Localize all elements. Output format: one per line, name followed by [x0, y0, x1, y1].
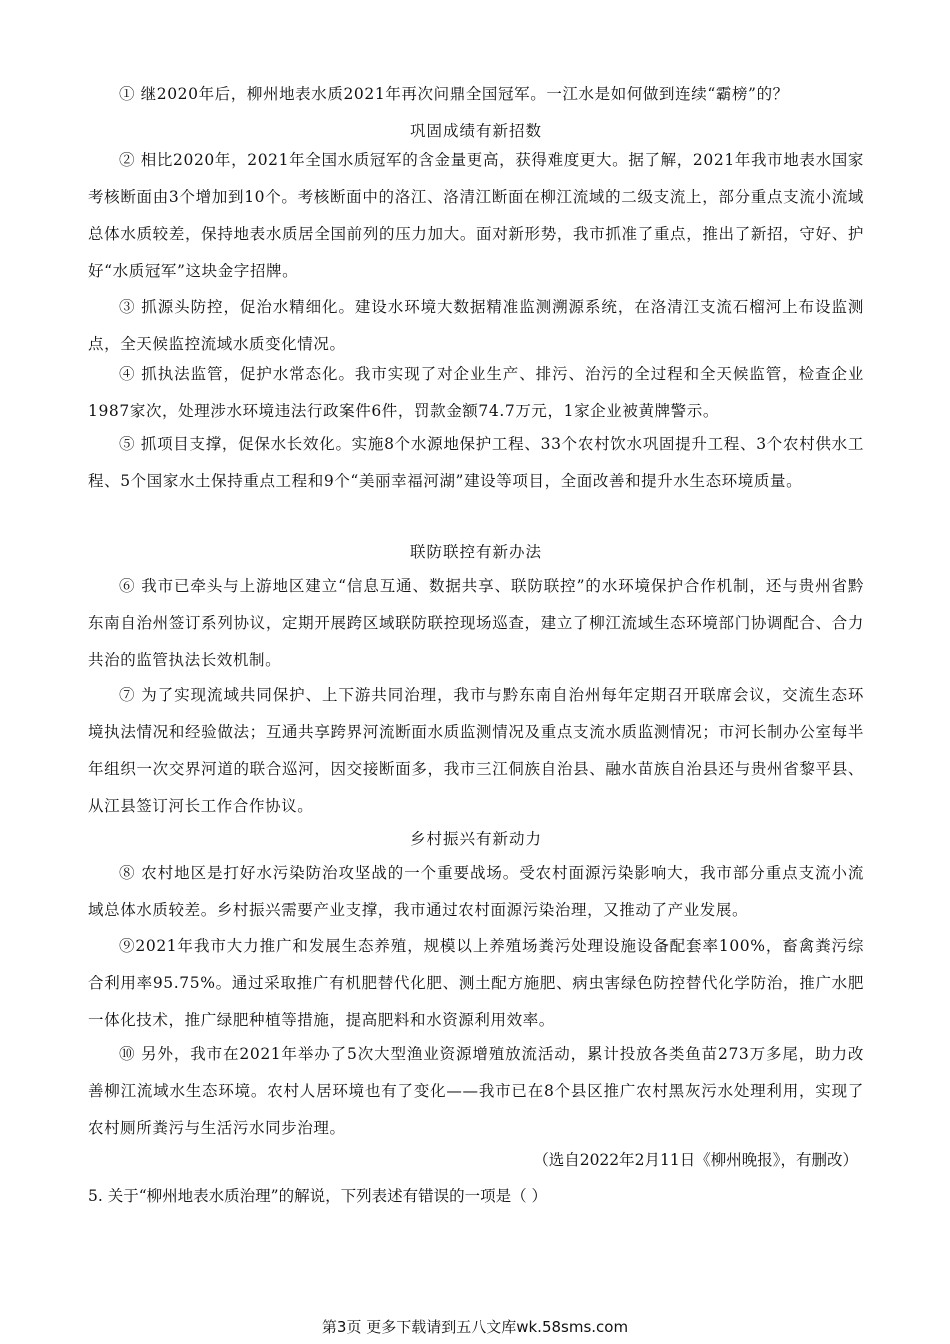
paragraph-2: ② 相比2020年，2021年全国水质冠军的含金量更高，获得难度更大。据了解，2021年我市地表水国家考核断面由3个增加到10个。考核断面中的洛江、洛清江断面在柳江流域的二级支流上，部分重点支流小流域总体水质较差，保持地表水质居全国前列的压力加大。面对新形势，我市抓准了重点，推出了新招，守好、护好“水质冠军”这块金字招牌。 — [88, 151, 864, 280]
section-heading-3: 乡村振兴有新动力 — [409, 830, 542, 848]
paragraph-6: ⑥ 我市已牵头与上游地区建立“信息互通、数据共享、联防联控”的水环境保护合作机制，还与贵州省黔东南自治州签订系列协议，定期开展跨区域联防联控现场巡查，建立了柳江流域生态环境部门协调配合、合力共治的监管执法长效机制。 — [88, 577, 864, 669]
paragraph-10: ⑩ 另外，我市在2021年举办了5次大型渔业资源增殖放流活动，累计投放各类鱼苗273万多尾，助力改善柳江流域水生态环境。农村人居环境也有了变化——我市已在8个县区推广农村黑灰污水处理利用，实现了农村厕所粪污与生活污水同步治理。 — [88, 1045, 864, 1137]
paragraph-7: ⑦ 为了实现流域共同保护、上下游共同治理，我市与黔东南自治州每年定期召开联席会议，交流生态环境执法情况和经验做法；互通共享跨界河流断面水质监测情况及重点支流水质监测情况；市河长制办公室每半年组织一次交界河道的联合巡河，因交接断面多，我市三江侗族自治县、融水苗族自治县还与贵州省黎平县、从江县签订河长工作合作协议。 — [88, 686, 864, 815]
page-footer: 第3页 更多下载请到五八文库wk.58sms.com — [321, 1318, 629, 1336]
paragraph-1: ① 继2020年后，柳州地表水质2021年再次问鼎全国冠军。一江水是如何做到连续“霸榜”的？ — [119, 85, 789, 103]
paragraph-3: ③ 抓源头防控，促治水精细化。建设水环境大数据精准监测溯源系统，在洛清江支流石榴河上布设监测点，全天候监控流域水质变化情况。 — [88, 298, 864, 353]
section-heading-1: 巩固成绩有新招数 — [409, 122, 542, 140]
question-5: 5. 关于“柳州地表水质治理”的解说，下列表述有错误的一项是（ ） — [88, 1187, 547, 1205]
paragraph-8: ⑧ 农村地区是打好水污染防治攻坚战的一个重要战场。受农村面源污染影响大，我市部分重点支流小流域总体水质较差。乡村振兴需要产业支撑，我市通过农村面源污染治理，又推动了产业发展。 — [88, 864, 864, 919]
paragraph-5: ⑤ 抓项目支撑，促保水长效化。实施8个水源地保护工程、33个农村饮水巩固提升工程、3个农村供水工程、5个国家水土保持重点工程和9个“美丽幸福河湖”建设等项目，全面改善和提升水生态环境质量。 — [88, 435, 864, 490]
paragraph-9: ⑨2021年我市大力推广和发展生态养殖，规模以上养殖场粪污处理设施设备配套率100%，畜禽粪污综合利用率95.75%。通过采取推广有机肥替代化肥、测土配方施肥、病虫害绿色防控替代化学防治，推广水肥一体化技术，推广绿肥种植等措施，提高肥料和水资源利用效率。 — [88, 937, 864, 1029]
section-heading-2: 联防联控有新办法 — [409, 543, 542, 561]
source-citation: （选自2022年2月11日《柳州晚报》，有删改） — [533, 1151, 858, 1169]
paragraph-4: ④ 抓执法监管，促护水常态化。我市实现了对企业生产、排污、治污的全过程和全天候监管，检查企业1987家次，处理涉水环境违法行政案件6件，罚款金额74.7万元，1家企业被黄牌警示。 — [88, 365, 864, 420]
